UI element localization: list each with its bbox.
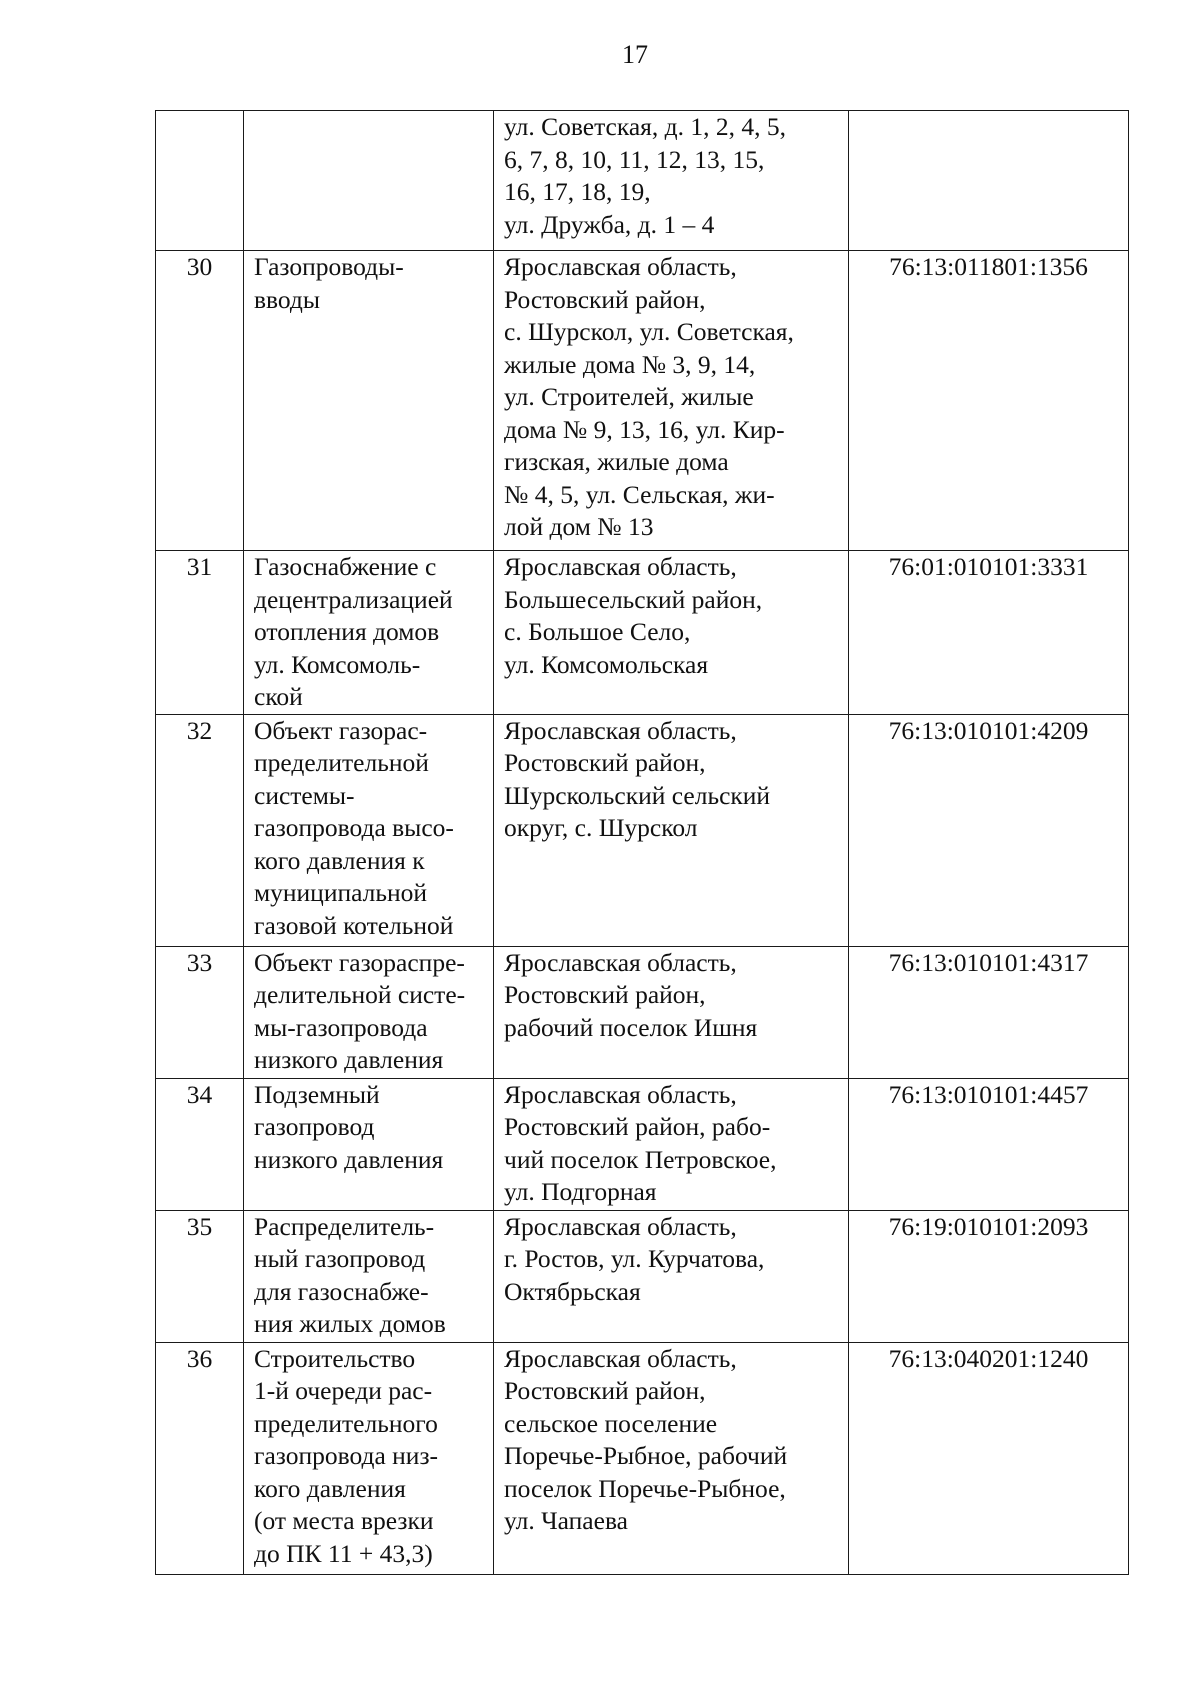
table-row <box>156 1342 1129 1574</box>
cadastral-number: 76:01:010101:3331 <box>849 551 1129 715</box>
object-name: Объект газораспре- делительной систе- мы-газопровода низкого давления <box>244 946 494 1078</box>
object-address: Ярославская область, Ростовский район, с. Шурскол, ул. Советская, жилые дома № 3, 9, 14, ул. Строителей, жилые дома № 9, 13, 16, ул. Кир- гизская, жилые дома № 4, 5, ул. Сельская, жи- лой дом № 13 <box>494 251 849 551</box>
object-name: Газопроводы- вводы <box>244 251 494 551</box>
cadastral-number: 76:13:011801:1356 <box>849 251 1129 551</box>
object-name: Строительство 1-й очереди рас- пределительного газопровода низ- кого давления (от места врезки до ПК 11 + 43,3) <box>244 1342 494 1574</box>
object-address: Ярославская область, Ростовский район, рабо- чий поселок Петровское, ул. Подгорная <box>494 1078 849 1210</box>
registry-table <box>155 110 1129 1575</box>
object-name: Распределитель- ный газопровод для газоснабже- ния жилых домов <box>244 1210 494 1342</box>
row-number: 35 <box>156 1210 244 1342</box>
table-row <box>156 251 1129 551</box>
table-row <box>156 1078 1129 1210</box>
cadastral-number: 76:19:010101:2093 <box>849 1210 1129 1342</box>
table-row <box>156 714 1129 946</box>
cadastral-number: 76:13:040201:1240 <box>849 1342 1129 1574</box>
table-row <box>156 1210 1129 1342</box>
object-address: Ярославская область, Ростовский район, рабочий поселок Ишня <box>494 946 849 1078</box>
object-name: Объект газорас- пределительной системы- газопровода высо- кого давления к муниципальной газовой котельной <box>244 714 494 946</box>
object-name <box>244 111 494 251</box>
object-address: ул. Советская, д. 1, 2, 4, 5, 6, 7, 8, 10, 11, 12, 13, 15, 16, 17, 18, 19, ул. Дружба, д. 1 – 4 <box>494 111 849 251</box>
row-number: 31 <box>156 551 244 715</box>
object-address: Ярославская область, г. Ростов, ул. Курчатова, Октябрьская <box>494 1210 849 1342</box>
object-name: Газоснабжение с децентрализацией отопления домов ул. Комсомоль- ской <box>244 551 494 715</box>
row-number: 34 <box>156 1078 244 1210</box>
row-number: 32 <box>156 714 244 946</box>
object-address: Ярославская область, Ростовский район, Шурскольский сельский округ, с. Шурскол <box>494 714 849 946</box>
cadastral-number: 76:13:010101:4209 <box>849 714 1129 946</box>
row-number: 36 <box>156 1342 244 1574</box>
object-address: Ярославская область, Большесельский район, с. Большое Село, ул. Комсомольская <box>494 551 849 715</box>
cadastral-number <box>849 111 1129 251</box>
object-name: Подземный газопровод низкого давления <box>244 1078 494 1210</box>
object-address: Ярославская область, Ростовский район, сельское поселение Поречье-Рыбное, рабочий поселок Поречье-Рыбное, ул. Чапаева <box>494 1342 849 1574</box>
row-number <box>156 111 244 251</box>
cadastral-number: 76:13:010101:4317 <box>849 946 1129 1078</box>
table-row <box>156 551 1129 715</box>
page-number: 17 <box>622 40 648 69</box>
table-row <box>156 111 1129 251</box>
cadastral-number: 76:13:010101:4457 <box>849 1078 1129 1210</box>
row-number: 33 <box>156 946 244 1078</box>
row-number: 30 <box>156 251 244 551</box>
table-row <box>156 946 1129 1078</box>
